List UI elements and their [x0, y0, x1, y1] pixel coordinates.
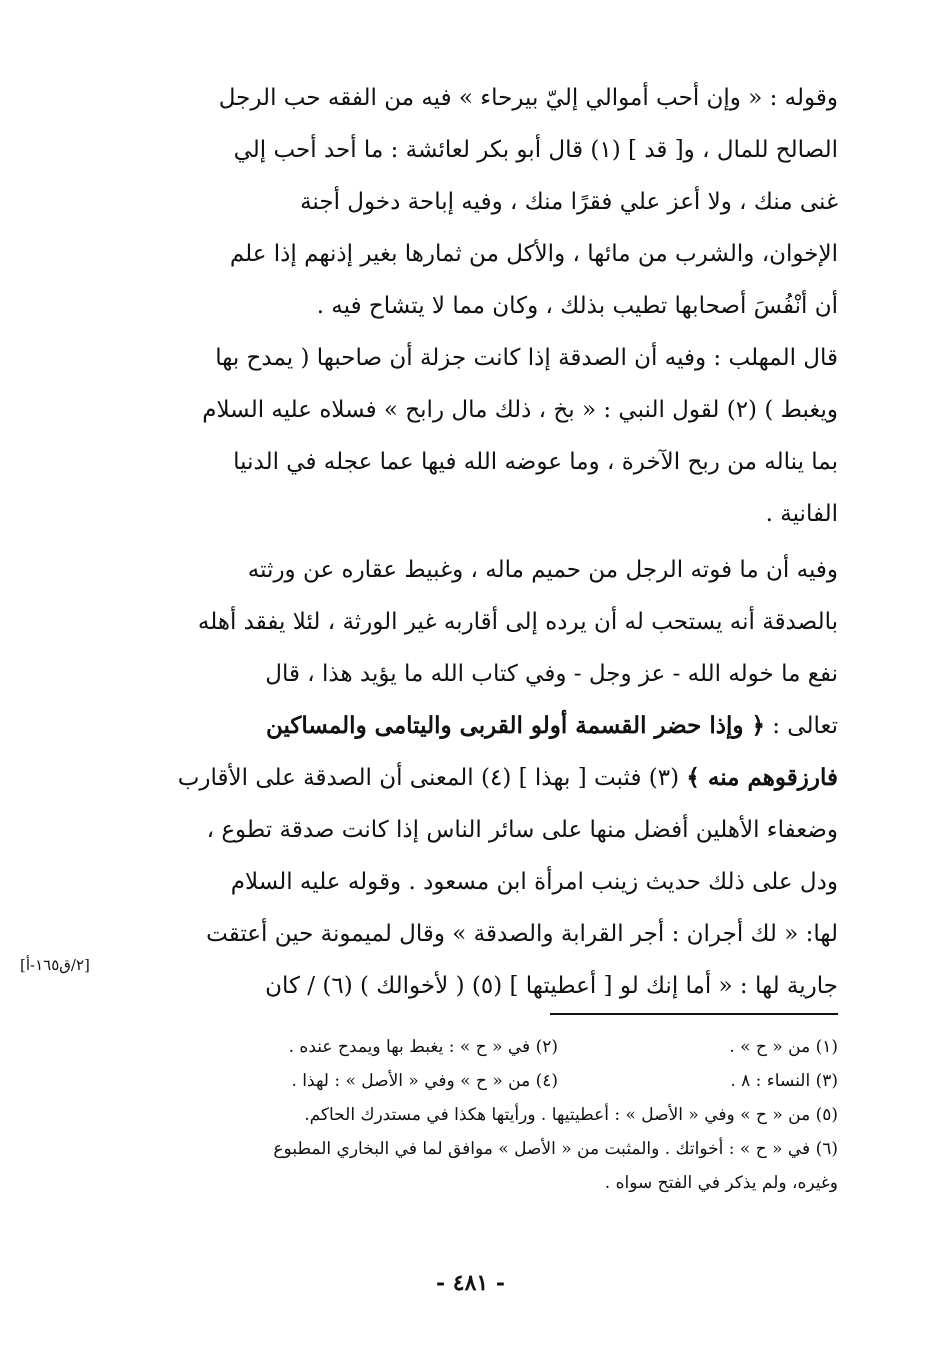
page-number: - ٤٨١ -: [435, 1270, 506, 1296]
text-line: ودل على ذلك حديث زينب امرأة ابن مسعود . وقوله عليه السلام: [230, 869, 838, 895]
text-line: الصالح للمال ، و[ قد ] (١) قال أبو بكر لعائشة : ما أحد أحب إلي: [233, 137, 838, 163]
text-line: أن أنْفُسَ أصحابها تطيب بذلك ، وكان مما لا يتشاح فيه .: [316, 293, 838, 319]
text-line: قال المهلب : وفيه أن الصدقة إذا كانت جزلة أن صاحبها ( يمدح بها: [215, 345, 838, 371]
paragraph-1: [140, 72, 838, 332]
text-line: الفانية .: [765, 501, 838, 527]
manuscript-folio-marker: [٢/ق١٦٥-أ]: [20, 956, 90, 974]
footnote-row: [140, 1132, 838, 1166]
footnote-row: [140, 1098, 838, 1132]
text-line: نفع ما خوله الله - عز وجل - وفي كتاب الله ما يؤيد هذا ، قال: [265, 661, 838, 687]
footnotes: [140, 1030, 838, 1200]
text-line: ويغبط ) (٢) لقول النبي : « بخ ، ذلك مال رابح » فسلاه عليه السلام: [202, 397, 838, 423]
text-line: جارية لها : « أما إنك لو [ أعطيتها ] (٥) ( لأخوالك ) (٦) / كان: [265, 973, 838, 999]
footnote-2: (٢) في « ح » : يغبط بها ويمدح عنده .: [288, 1037, 558, 1057]
paragraph-2: [140, 332, 838, 540]
text-line: وقوله : « وإن أحب أموالي إليّ بيرحاء » فيه من الفقه حب الرجل: [218, 85, 838, 111]
footnote-5: (٥) من « ح » وفي « الأصل » : أعطيتيها . ورأيتها هكذا في مستدرك الحاكم.: [304, 1105, 838, 1125]
footnote-3: (٣) النساء : ٨ .: [730, 1071, 838, 1091]
footnote-6-continued: وغيره، ولم يذكر في الفتح سواه .: [604, 1173, 838, 1193]
text-line: [140, 700, 838, 752]
footnote-row: [140, 1166, 838, 1200]
paragraph-3: [140, 544, 838, 1012]
text-run: (٣) فثبت [ بهذا ] (٤) المعنى أن الصدقة على الأقارب: [177, 765, 687, 791]
text-line: بما يناله من ربح الآخرة ، وما عوضه الله فيها عما عجله في الدنيا: [233, 449, 838, 475]
text-line: [140, 752, 838, 804]
footnote-row: [140, 1064, 838, 1098]
text-line: الإخوان، والشرب من مائها ، والأكل من ثمارها بغير إذنهم إذا علم: [229, 241, 838, 267]
text-line: وضعفاء الأهلين أفضل منها على سائر الناس إذا كانت صدقة تطوع ،: [206, 817, 838, 843]
footnote-6: (٦) في « ح » : أخواتك . والمثبت من « الأصل » موافق لما في البخاري المطبوع: [273, 1139, 838, 1159]
footnote-divider: [550, 1013, 838, 1015]
quran-verse: ﴿ وإذا حضر القسمة أولو القربى واليتامى والمساكين: [265, 712, 765, 739]
text-line: وفيه أن ما فوته الرجل من حميم ماله ، وغبيط عقاره عن ورثته: [247, 557, 838, 583]
footnote-4: (٤) من « ح » وفي « الأصل » : لهذا .: [291, 1071, 558, 1091]
text-line: بالصدقة أنه يستحب له أن يرده إلى أقاربه غير الورثة ، لئلا يفقد أهله: [197, 609, 838, 635]
footnote-1: (١) من « ح » .: [729, 1037, 838, 1057]
text-run: تعالى :: [764, 713, 838, 739]
quran-verse: فارزقوهم منه ﴾: [686, 764, 838, 791]
text-line: لها: « لك أجران : أجر القرابة والصدقة » وقال لميمونة حين أعتقت: [206, 921, 838, 947]
footnote-row: [140, 1030, 838, 1064]
text-line: غنى منك ، ولا أعز علي فقرًا منك ، وفيه إباحة دخول أجنة: [300, 189, 838, 215]
